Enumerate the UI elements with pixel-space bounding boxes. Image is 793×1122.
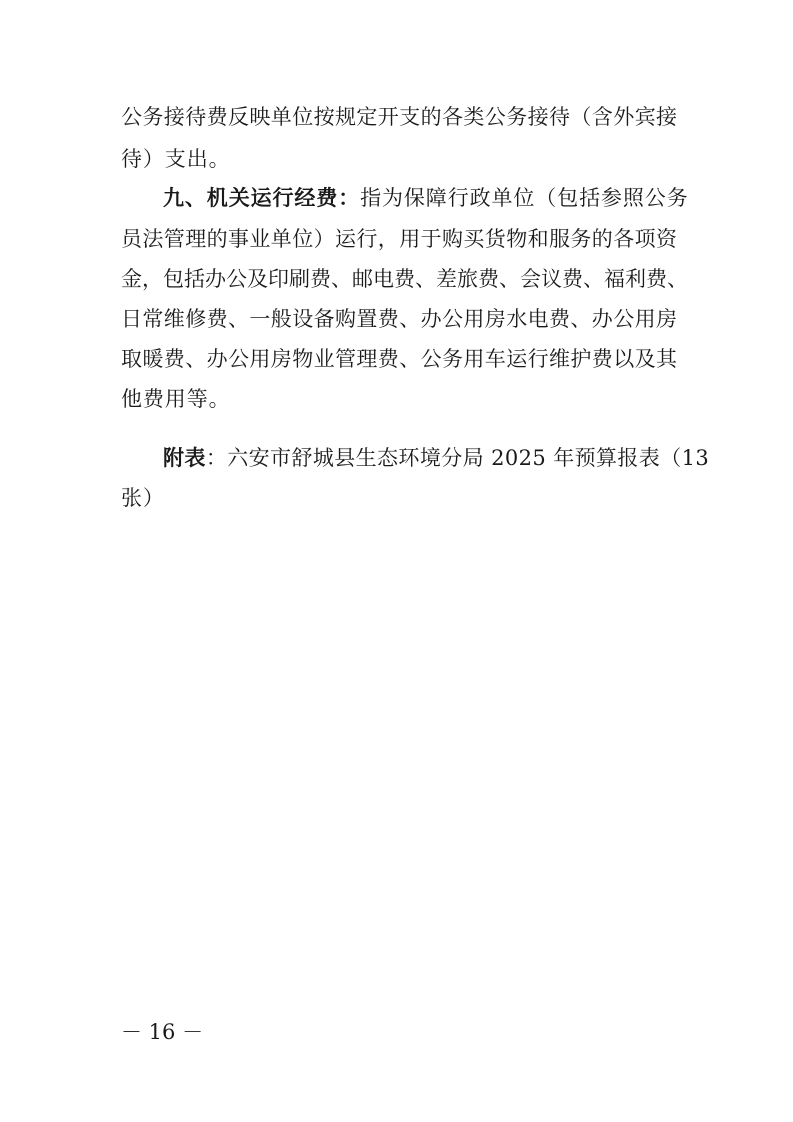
attachment-colon: ： [205,446,228,470]
attachment-line-1 [163,444,709,472]
attachment-title: 六安市舒城县生态环境分局 2025 年预算报表（13 [227,446,710,470]
page-number: － 16 － [121,1020,204,1044]
operating-expense-heading: 九、机关运行经费 [163,185,339,210]
operating-expense-text: 指为保障行政单位（包括参照公务 [360,186,689,210]
reception-expense-line-2: 待）支出。 [121,147,231,171]
operating-expense-line-4: 日常维修费、一般设备购置费、办公用房水电费、办公用房 [121,307,677,331]
attachment-line-2: 张） [121,486,165,510]
operating-expense-line-5: 取暖费、办公用房物业管理费、公务用车运行维护费以及其 [121,347,677,371]
operating-expense-line-6: 他费用等。 [121,387,231,411]
operating-expense-heading-colon: ： [338,185,361,210]
attachment-label: 附表 [163,445,206,470]
reception-expense-line-1: 公务接待费反映单位按规定开支的各类公务接待（含外宾接 [121,105,677,129]
operating-expense-line-1 [163,184,689,212]
operating-expense-line-3: 金，包括办公及印刷费、邮电费、差旅费、会议费、福利费、 [121,267,688,291]
operating-expense-line-2: 员法管理的事业单位）运行，用于购买货物和服务的各项资 [121,227,677,251]
